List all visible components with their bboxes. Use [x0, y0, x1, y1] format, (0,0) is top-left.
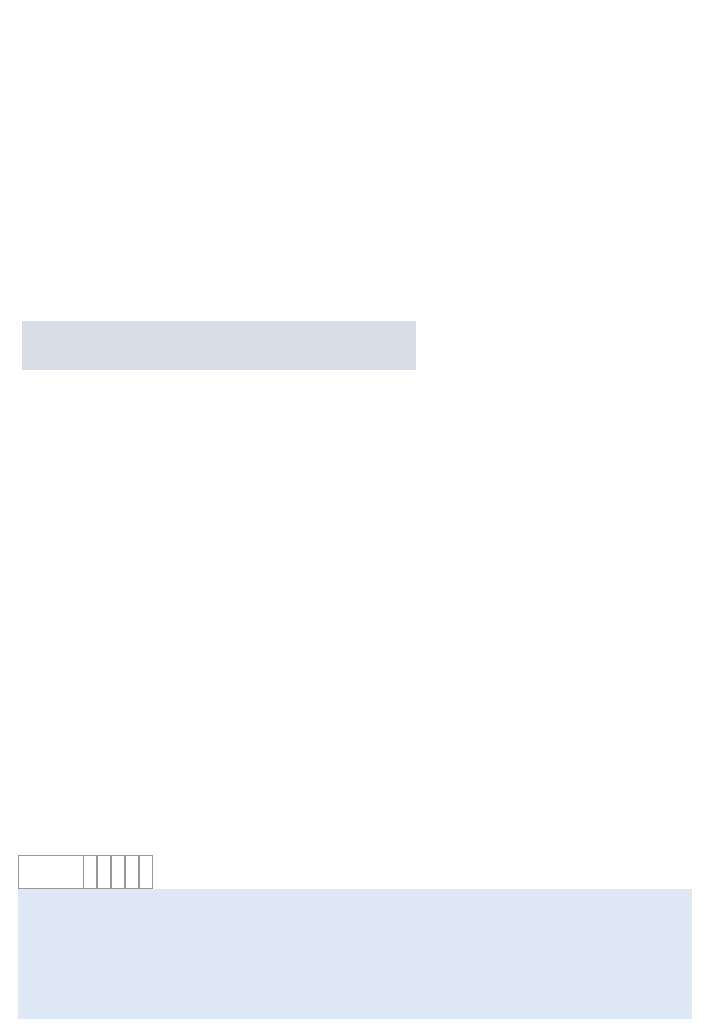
instructions-panel [18, 889, 692, 1019]
requirement-tabs [18, 855, 153, 889]
trial-balance-body [22, 370, 416, 764]
tab-require[interactable] [18, 855, 83, 888]
tab-trial-balance[interactable] [111, 855, 125, 888]
trial-balance-table [22, 321, 416, 764]
tab-general-ledger[interactable] [97, 855, 111, 888]
tab-balance-sheet[interactable] [139, 855, 153, 888]
tab-general-journal[interactable] [83, 855, 97, 888]
tab-income-statement[interactable] [125, 855, 139, 888]
